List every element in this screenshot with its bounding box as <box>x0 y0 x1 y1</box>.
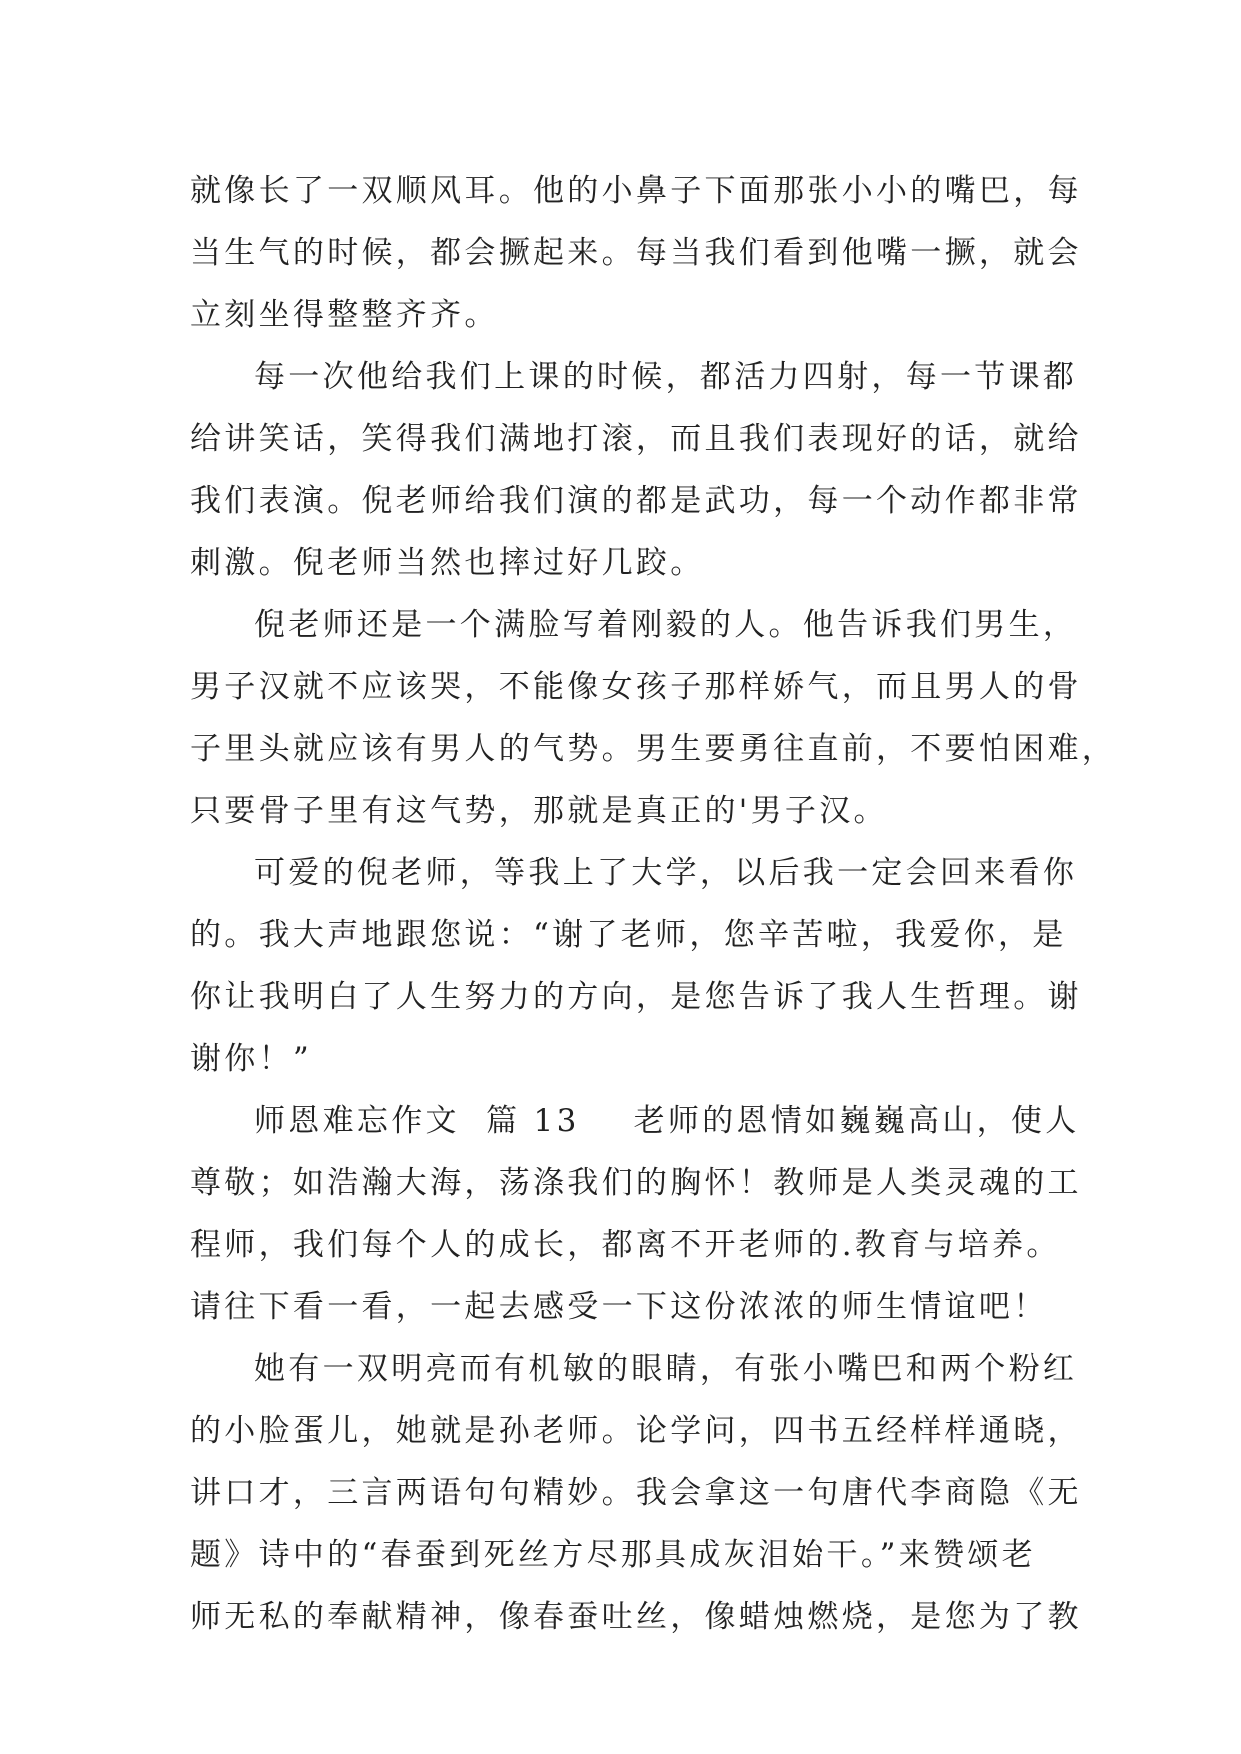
paragraph-2 <box>190 346 1082 594</box>
text-line: 给讲笑话，笑得我们满地打滚，而且我们表现好的话，就给 <box>190 421 1082 457</box>
text-line: 你让我明白了人生努力的方向，是您告诉了我人生哲理。谢 <box>190 979 1082 1015</box>
text-line: 尊敬；如浩瀚大海，荡涤我们的胸怀！教师是人类灵魂的工 <box>190 1165 1082 1201</box>
text-line: 的。我大声地跟您说：“谢了老师，您辛苦啦，我爱你，是 <box>190 917 1067 953</box>
text-line: 子里头就应该有男人的气势。男生要勇往直前，不要怕困难， <box>190 731 1117 767</box>
paragraph-3 <box>190 594 1117 842</box>
text-line: 每一次他给我们上课的时候，都活力四射，每一节课都 <box>254 359 1078 395</box>
text-line: 倪老师还是一个满脸写着刚毅的人。他告诉我们男生， <box>254 607 1078 643</box>
text-line: 立刻坐得整整齐齐。 <box>190 297 499 333</box>
text-line: 只要骨子里有这气势，那就是真正的'男子汉。 <box>190 793 888 829</box>
text-line: 程师，我们每个人的成长，都离不开老师的.教育与培养。 <box>190 1227 1061 1263</box>
text-line: 的小脸蛋儿，她就是孙老师。论学问，四书五经样样通晓， <box>190 1413 1082 1449</box>
paragraph-1 <box>190 160 1082 346</box>
text-line: 男子汉就不应该哭，不能像女孩子那样娇气，而且男人的骨 <box>190 669 1082 705</box>
section-heading: 师恩难忘作文 篇 13 <box>254 1103 580 1139</box>
text-line: 请往下看一看，一起去感受一下这份浓浓的师生情谊吧！ <box>190 1289 1048 1325</box>
text-line: 可爱的倪老师，等我上了大学，以后我一定会回来看你 <box>254 855 1078 891</box>
text-line: 谢你！” <box>190 1041 313 1077</box>
text-line: 就像长了一双顺风耳。他的小鼻子下面那张小小的嘴巴，每 <box>190 173 1082 209</box>
text-line: 题》诗中的“春蚕到死丝方尽那具成灰泪始干。”来赞颂老 <box>190 1537 1036 1573</box>
body-text <box>190 160 1117 1648</box>
text-line: 我们表演。倪老师给我们演的都是武功，每一个动作都非常 <box>190 483 1082 519</box>
section-heading-line <box>190 1090 1080 1152</box>
text-line: 刺激。倪老师当然也摔过好几跤。 <box>190 545 705 581</box>
paragraph-4 <box>190 842 1082 1090</box>
text-line: 她有一双明亮而有机敏的眼睛，有张小嘴巴和两个粉红 <box>254 1351 1078 1387</box>
text-line: 当生气的时候，都会撅起来。每当我们看到他嘴一撅，就会 <box>190 235 1082 271</box>
text-line: 师无私的奉献精神，像春蚕吐丝，像蜡烛燃烧，是您为了教 <box>190 1599 1082 1635</box>
text-line: 讲口才，三言两语句句精妙。我会拿这一句唐代李商隐《无 <box>190 1475 1082 1511</box>
paragraph-5 <box>190 1090 1082 1338</box>
heading-continuation: 老师的恩情如巍巍高山，使人 <box>633 1103 1080 1139</box>
paragraph-6 <box>190 1338 1082 1648</box>
